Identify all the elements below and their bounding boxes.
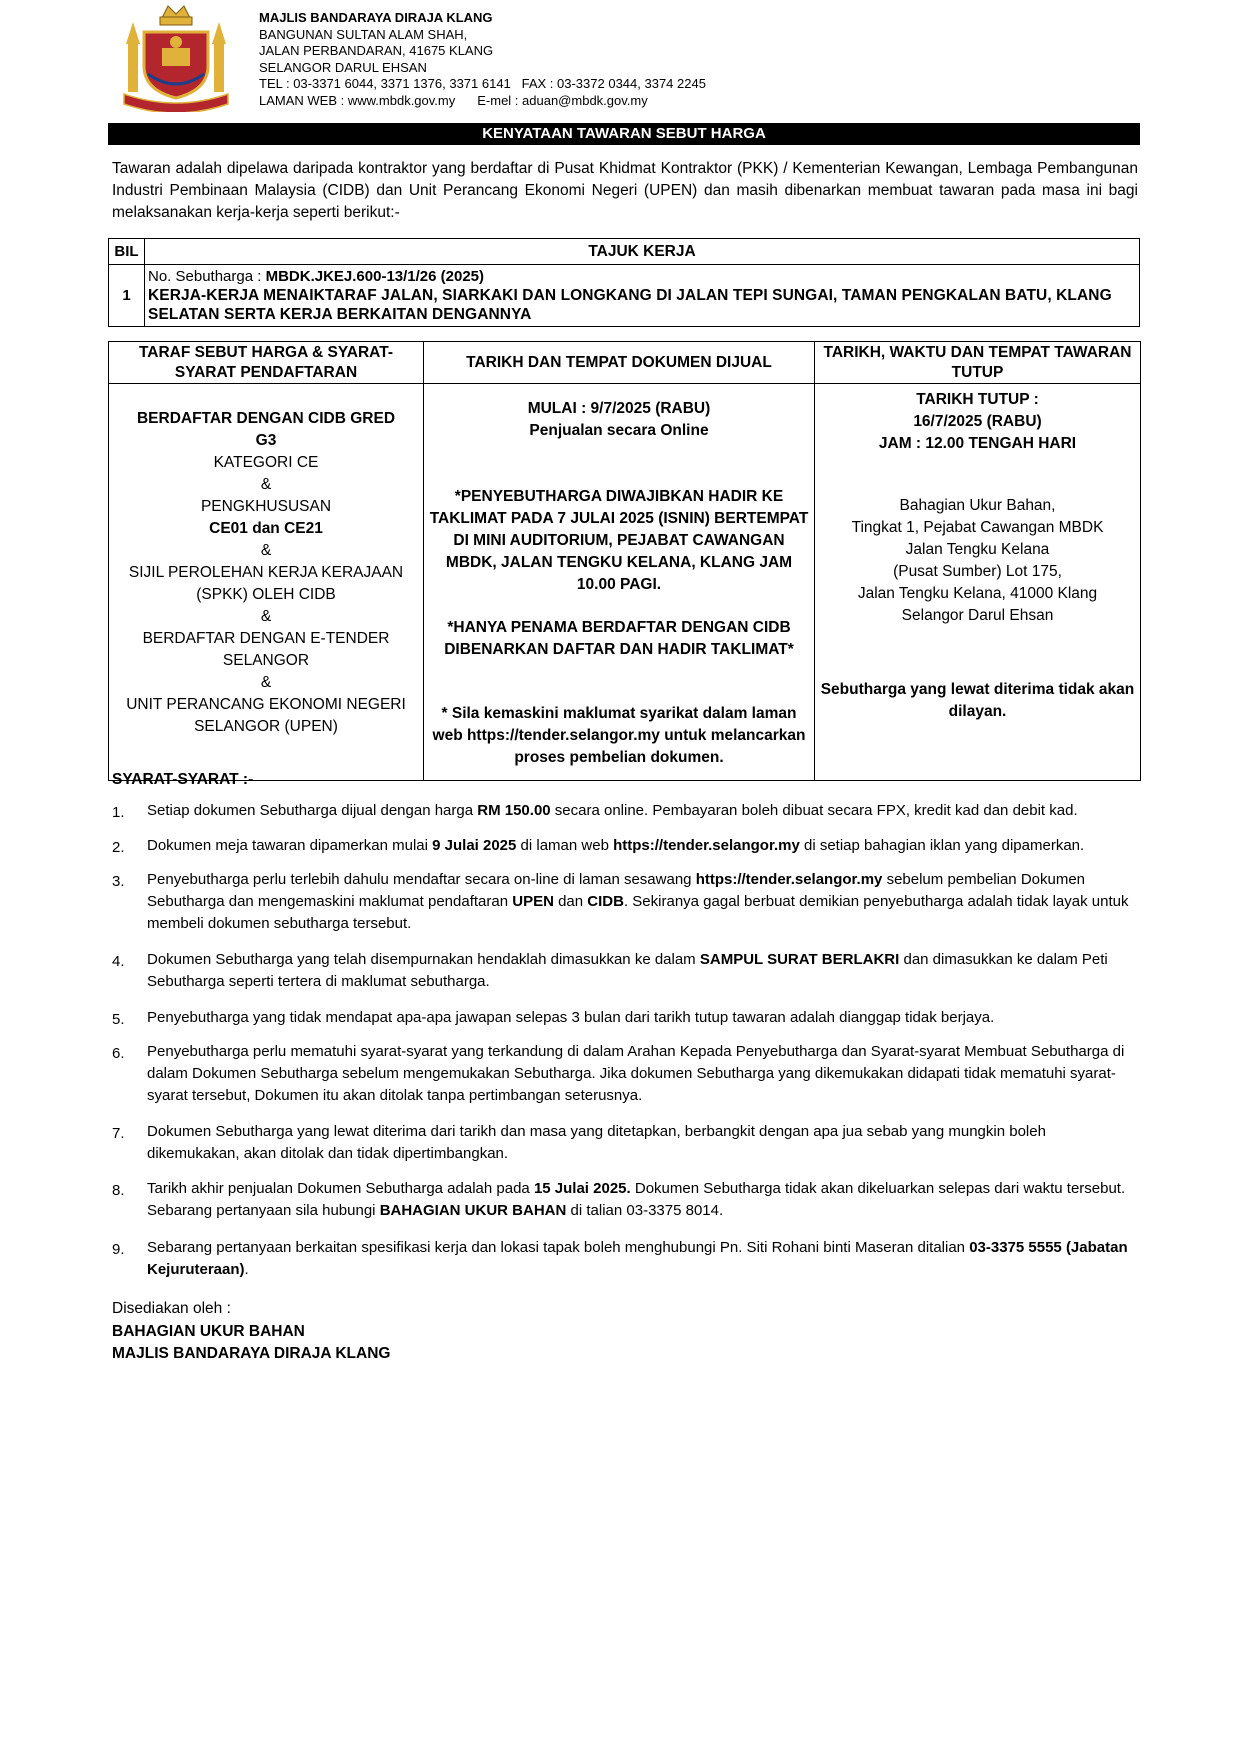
ampersand: & xyxy=(260,608,272,625)
closing-place-line: Jalan Tengku Kelana xyxy=(905,541,1050,558)
header-closing: TARIKH, WAKTU DAN TEMPAT TAWARAN TUTUP xyxy=(815,342,1141,384)
work-title: KERJA-KERJA MENAIKTARAF JALAN, SIARKAKI DAN LONGKANG DI JALAN TEPI SUNGAI, TAMAN PENGKALAN BATU, KLANG SELATAN SERTA KERJA BERKAITAN DENGANNYA xyxy=(148,287,1112,323)
header-requirements: TARAF SEBUT HARGA & SYARAT-SYARAT PENDAFTARAN xyxy=(109,342,424,384)
term-number: 5. xyxy=(112,1011,125,1028)
term-number: 6. xyxy=(112,1045,125,1062)
req-category: KATEGORI CE xyxy=(213,454,319,471)
late-submission-notice: Sebutharga yang lewat diterima tidak akan dilayan. xyxy=(820,681,1135,720)
term-number: 1. xyxy=(112,804,125,821)
ref-number: MBDK.JKEJ.600-13/1/26 (2025) xyxy=(265,268,485,285)
closing-place-line: Tingkat 1, Pejabat Cawangan MBDK xyxy=(851,519,1104,536)
row-number: 1 xyxy=(109,265,145,327)
requirements-cell xyxy=(109,384,424,781)
website: LAMAN WEB : www.mbdk.gov.my xyxy=(259,92,456,108)
term-text: Dokumen Sebutharga yang lewat diterima dari tarikh dan masa yang ditetapkan, berbangkit dengan apa jua sebab yang mungkin boleh dikemukakan, akan ditolak dan tidak dipertimbangkan. xyxy=(147,1123,1046,1162)
closing-cell xyxy=(815,384,1141,781)
briefing-notice: *PENYEBUTHARGA DIWAJIBKAN HADIR KE TAKLIMAT PADA 7 JULAI 2025 (ISNIN) BERTEMPAT DI MINI AUDITORIUM, PEJABAT CAWANGAN MBDK, JALAN TENGKU KELANA, KLANG JAM 10.00 PAGI. xyxy=(429,488,809,593)
closing-place-line: Bahagian Ukur Bahan, xyxy=(899,497,1056,514)
address-line-3: SELANGOR DARUL EHSAN xyxy=(259,59,427,75)
org-name: MAJLIS BANDARAYA DIRAJA KLANG xyxy=(259,10,493,25)
prepared-label: Disediakan oleh : xyxy=(112,1300,231,1317)
web-email-line xyxy=(259,93,706,110)
prepared-by xyxy=(112,1298,390,1366)
header-sale-date: TARIKH DAN TEMPAT DOKUMEN DIJUAL xyxy=(424,342,815,384)
prepared-dept: BAHAGIAN UKUR BAHAN xyxy=(112,1322,305,1340)
ampersand: & xyxy=(260,542,272,559)
req-specialisation: PENGKHUSUSAN xyxy=(200,498,332,515)
col-header-bil: BIL xyxy=(109,239,145,265)
req-grade-value: G3 xyxy=(255,432,277,449)
term-number: 9. xyxy=(112,1241,125,1258)
address-line-2: JALAN PERBANDARAN, 41675 KLANG xyxy=(259,43,494,58)
term-text: Tarikh akhir penjualan Dokumen Sebutharga adalah pada 15 Julai 2025. Dokumen Sebutharga tidak akan dikeluarkan selepas dari waktu tersebut. Sebarang pertanyaan sila hubungi BAHAGIAN UKUR BAHAN di talian 03-3375 8014. xyxy=(147,1180,1126,1219)
term-number: 8. xyxy=(112,1182,125,1199)
term-number: 7. xyxy=(112,1125,125,1142)
registered-only-notice: *HANYA PENAMA BERDAFTAR DENGAN CIDB DIBENARKAN DAFTAR DAN HADIR TAKLIMAT* xyxy=(444,619,794,658)
sale-online: Penjualan secara Online xyxy=(529,422,709,439)
details-table xyxy=(108,341,1141,781)
term-text: Dokumen Sebutharga yang telah disempurnakan hendaklah dimasukkan ke dalam SAMPUL SURAT BERLAKRI dan dimasukkan ke dalam Peti Sebutharga seperti tertera di maklumat sebutharga. xyxy=(147,951,1108,990)
term-number: 2. xyxy=(112,839,125,856)
term-number: 4. xyxy=(112,953,125,970)
ref-label: No. Sebutharga : xyxy=(148,268,266,285)
term-text: Penyebutharga yang tidak mendapat apa-apa jawapan selepas 3 bulan dari tarikh tutup tawaran adalah dianggap tidak berjaya. xyxy=(147,1009,995,1026)
col-header-tajuk: TAJUK KERJA xyxy=(145,239,1140,265)
closing-place-line: Jalan Tengku Kelana, 41000 Klang xyxy=(857,585,1098,602)
term-text: Dokumen meja tawaran dipamerkan mulai 9 Julai 2025 di laman web https://tender.selangor.my di setiap bahagian iklan yang dipamerkan. xyxy=(147,837,1085,854)
org-address-block xyxy=(259,10,706,109)
sale-cell xyxy=(424,384,815,781)
term-number: 3. xyxy=(112,873,125,890)
phone-fax: TEL : 03-3371 6044, 3371 1376, 3371 6141 FAX : 03-3372 0344, 3374 2245 xyxy=(259,76,706,91)
term-text: Penyebutharga perlu terlebih dahulu mendaftar secara on-line di laman sesawang https://tender.selangor.my sebelum pembelian Dokumen Sebutharga dan mengemaskini maklumat pendaftaran UPEN dan CIDB. Sekiranya gagal berbuat demikian penyebutharga adalah tidak layak untuk membeli dokumen sebutharga tersebut. xyxy=(147,871,1129,932)
work-table xyxy=(108,238,1140,327)
update-info-notice: * Sila kemaskini maklumat syarikat dalam laman web https://tender.selangor.my untuk melancarkan proses pembelian dokumen. xyxy=(432,705,806,766)
prepared-org: MAJLIS BANDARAYA DIRAJA KLANG xyxy=(112,1345,391,1362)
document-title: KENYATAAN TAWARAN SEBUT HARGA xyxy=(108,123,1140,145)
closing-place-line: (Pusat Sumber) Lot 175, xyxy=(893,563,1062,580)
ampersand: & xyxy=(260,476,272,493)
req-spkk: SIJIL PEROLEHAN KERJA KERAJAAN (SPKK) OLEH CIDB xyxy=(128,564,404,603)
mbdk-crest-logo xyxy=(122,4,230,112)
terms-title: SYARAT-SYARAT :- xyxy=(112,771,254,788)
address-line-1: BANGUNAN SULTAN ALAM SHAH, xyxy=(259,26,468,42)
req-cidb-grade: BERDAFTAR DENGAN CIDB GRED xyxy=(136,410,396,427)
intro-paragraph: Tawaran adalah dipelawa daripada kontraktor yang berdaftar di Pusat Khidmat Kontraktor (PKK) / Kementerian Kewangan, Lembaga Pembangunan Industri Pembinaan Malaysia (CIDB) dan Unit Perancang Ekonomi Negeri (UPEN) dan masih dibenarkan membuat tawaran pada masa ini bagi melaksanakan kerja-kerja seperti berikut:- xyxy=(112,160,1138,221)
term-text: Penyebutharga perlu mematuhi syarat-syarat yang terkandung di dalam Arahan Kepada Penyebutharga dan Syarat-syarat Membuat Sebutharga di dalam Dokumen Sebutharga sebelum mengemukakan Sebutharga. Jika dokumen Sebutharga yang dikemukakan didapati tidak mematuhi syarat-syarat tersebut, Dokumen itu akan ditolak tanpa pertimbangan seterusnya. xyxy=(147,1043,1125,1104)
work-description xyxy=(145,265,1140,327)
closing-date: 16/7/2025 (RABU) xyxy=(913,413,1042,430)
req-specialisation-codes: CE01 dan CE21 xyxy=(209,520,323,537)
sale-start-date: MULAI : 9/7/2025 (RABU) xyxy=(527,400,711,417)
closing-label: TARIKH TUTUP : xyxy=(916,391,1039,408)
closing-place-line: Selangor Darul Ehsan xyxy=(901,607,1054,624)
req-etender: BERDAFTAR DENGAN E-TENDER SELANGOR xyxy=(142,630,390,669)
email: E-mel : aduan@mbdk.gov.my xyxy=(477,92,648,108)
ampersand: & xyxy=(260,674,272,691)
closing-time: JAM : 12.00 TENGAH HARI xyxy=(878,435,1077,452)
term-text: Sebarang pertanyaan berkaitan spesifikasi kerja dan lokasi tapak boleh menghubungi Pn. Siti Rohani binti Maseran ditalian 03-3375 5555 (Jabatan Kejuruteraan). xyxy=(147,1239,1128,1278)
req-upen: UNIT PERANCANG EKONOMI NEGERI SELANGOR (UPEN) xyxy=(126,696,406,735)
term-text: Setiap dokumen Sebutharga dijual dengan harga RM 150.00 secara online. Pembayaran boleh dibuat secara FPX, kredit kad dan debit kad. xyxy=(147,802,1078,819)
